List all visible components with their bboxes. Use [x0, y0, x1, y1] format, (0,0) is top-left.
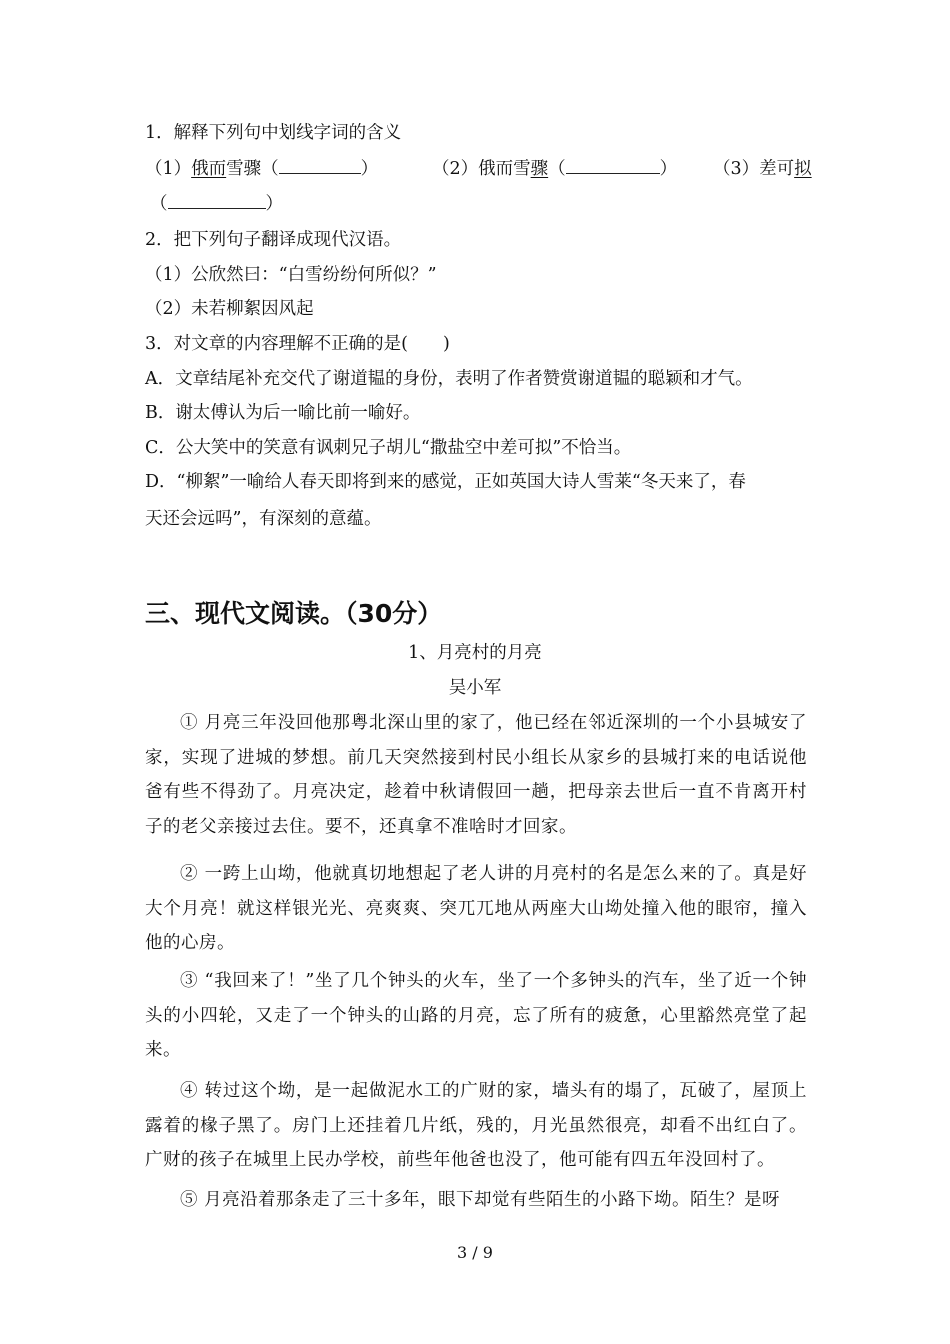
- item-3-close: ）: [265, 194, 283, 214]
- item-2-rest: （: [548, 159, 566, 179]
- item-1-underlined-word: 俄而: [191, 159, 227, 179]
- question-2-sentence-2: （2）未若柳絮因风起: [145, 299, 314, 319]
- question-3-option-c: C．公大笑中的笑意有讽刺兄子胡儿“撒盐空中差可拟”不恰当。: [145, 438, 632, 458]
- question-3-stem: 3．对文章的内容理解不正确的是( ): [145, 334, 450, 354]
- question-1-item-3: [713, 157, 812, 181]
- article-paragraph-3: ③ “我回来了！”坐了几个钟头的火车，坐了一个多钟头的汽车，坐了近一个钟头的小四轮，又走了一个钟头的山路的月亮，忘了所有的疲惫，心里豁然亮堂了起来。: [145, 971, 807, 1060]
- item-2-close: ）: [659, 159, 678, 179]
- question-1-item-1: [145, 157, 378, 181]
- item-1-close: ）: [360, 159, 379, 179]
- question-2-sentence-1: （1）公欣然曰：“白雪纷纷何所似？”: [145, 265, 437, 285]
- question-1-stem-text: 1．解释下列句中划线字词的含义: [145, 123, 402, 143]
- article-paragraph-5: ⑤ 月亮沿着那条走了三十多年，眼下却觉有些陌生的小路下坳。陌生？是呀: [180, 1190, 781, 1210]
- article-paragraph-4: ④ 转过这个坳，是一起做泥水工的广财的家，墙头有的塌了，瓦破了，屋顶上露着的椽子黑了。房门上还挂着几片纸，残的，月光虽然很亮，却看不出红白了。广财的孩子在城里上民办学校，前些年他爸也没了，他可能有四五年没回村了。: [145, 1081, 807, 1170]
- question-3-option-a: A．文章结尾补充交代了谢道韫的身份，表明了作者赞赏谢道韫的聪颖和才气。: [145, 369, 753, 389]
- item-3-open: （: [150, 194, 168, 214]
- question-3-option-d-line-1: D．“柳絮”一喻给人春天即将到来的感觉，正如英国大诗人雪莱“冬天来了，春: [145, 472, 746, 492]
- question-1-item-2: [432, 157, 677, 181]
- item-1-prefix: （1）: [145, 159, 192, 179]
- question-1-item-3-continuation: [150, 192, 283, 216]
- question-3-option-d-line-2: 天还会远吗”，有深刻的意蕴。: [145, 509, 382, 529]
- question-3-option-b: B．谢太傅认为后一喻比前一喻好。: [145, 403, 421, 423]
- item-2-underlined-word: 骤: [530, 159, 549, 179]
- question-2-stem: 2．把下列句子翻译成现代汉语。: [145, 230, 402, 250]
- item-3-answer-blank[interactable]: [168, 192, 266, 209]
- section-3-heading: 三、现代文阅读。（30分）: [145, 599, 443, 628]
- article-paragraph-1: ① 月亮三年没回他那粤北深山里的家了，他已经在邻近深圳的一个小县城安了家，实现了进城的梦想。前几天突然接到村民小组长从家乡的县城打来的电话说他爸有些不得劲了。月亮决定，趁着中秋请假回一趟，把母亲去世后一直不肯离开村子的老父亲接过去住。要不，还真拿不准啥时才回家。: [145, 713, 807, 837]
- item-2-answer-blank[interactable]: [566, 157, 660, 174]
- item-3-prefix: （3）差可: [713, 159, 795, 179]
- item-2-prefix: （2）俄而雪: [432, 159, 531, 179]
- item-1-rest: 雪骤（: [226, 159, 279, 179]
- article-paragraph-2: ② 一跨上山坳，他就真切地想起了老人讲的月亮村的名是怎么来的了。真是好大个月亮！就这样银光光、亮爽爽、突兀兀地从两座大山坳处撞入他的眼帘，撞入他的心房。: [145, 864, 807, 953]
- question-1-stem: [145, 121, 401, 145]
- page-number: 3 / 9: [457, 1243, 493, 1262]
- article-title: 1、月亮村的月亮: [408, 643, 542, 663]
- item-1-answer-blank[interactable]: [279, 157, 361, 174]
- article-author: 吴小军: [448, 678, 502, 698]
- item-3-underlined-word: 拟: [794, 159, 812, 179]
